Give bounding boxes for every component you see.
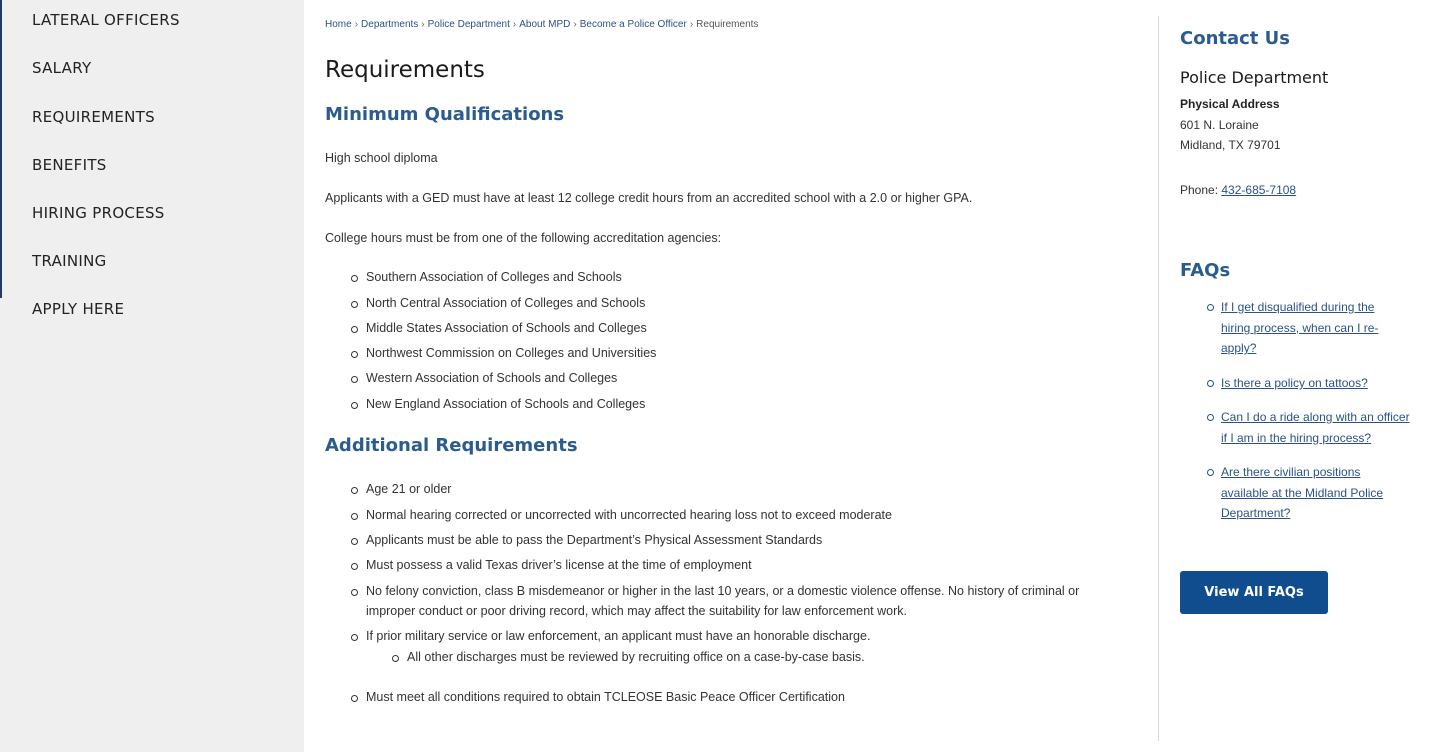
- breadcrumb-separator: ›: [689, 19, 694, 30]
- sidebar-item-hiring-process[interactable]: HIRING PROCESS: [32, 204, 165, 222]
- sidebar-item-benefits[interactable]: BENEFITS: [32, 156, 107, 174]
- sidebar-item-lateral-officers[interactable]: LATERAL OFFICERS: [32, 11, 180, 29]
- faq-link-line: Can I do a ride along with an officer: [1221, 410, 1410, 424]
- list-item: [366, 581, 1079, 621]
- faq-item: [1221, 297, 1426, 359]
- breadcrumb-police-department[interactable]: Police Department: [427, 19, 510, 30]
- list-item: If prior military service or law enforcement, an applicant must have an honorable discharge.: [366, 626, 870, 646]
- faq-link-civilian-positions[interactable]: [1221, 465, 1383, 520]
- breadcrumb-separator: ›: [573, 19, 577, 30]
- list-item: Western Association of Schools and Colleges: [366, 368, 617, 388]
- phone-line: [1180, 183, 1296, 197]
- address-line: Midland, TX 79701: [1180, 138, 1281, 152]
- faq-link-line: If I get disqualified during the: [1221, 300, 1375, 314]
- faq-link-ride-along[interactable]: [1221, 410, 1410, 445]
- view-all-faqs-button[interactable]: View All FAQs: [1180, 571, 1328, 614]
- list-item: Must meet all conditions required to obtain TCLEOSE Basic Peace Officer Certification: [366, 687, 845, 707]
- breadcrumb-separator: ›: [354, 19, 359, 30]
- list-item: Age 21 or older: [366, 479, 451, 499]
- minimum-qualifications-heading: Minimum Qualifications: [325, 104, 565, 125]
- faq-link-line: if I am in the hiring process?: [1221, 430, 1372, 445]
- faq-link-line: hiring process, when can I re-: [1221, 320, 1379, 335]
- breadcrumb-about-mpd[interactable]: About MPD: [519, 19, 571, 30]
- sidebar-item-requirements[interactable]: REQUIREMENTS: [32, 108, 155, 126]
- list-item: Southern Association of Colleges and Schools: [366, 267, 622, 287]
- sub-list-item: All other discharges must be reviewed by recruiting office on a case-by-case basis.: [407, 647, 865, 667]
- breadcrumb-home[interactable]: Home: [325, 19, 352, 30]
- faq-item: [1221, 462, 1426, 524]
- page-title: Requirements: [325, 57, 485, 83]
- faq-item: [1221, 373, 1426, 394]
- paragraph-accreditation: College hours must be from one of the following accreditation agencies:: [325, 231, 722, 245]
- sidebar-item-apply-here[interactable]: APPLY HERE: [32, 300, 125, 318]
- address-line: 601 N. Loraine: [1180, 118, 1259, 132]
- breadcrumb-become-police-officer[interactable]: Become a Police Officer: [579, 19, 687, 30]
- breadcrumb-current: Requirements: [696, 19, 759, 30]
- department-name: Police Department: [1180, 68, 1329, 87]
- additional-requirements-heading: Additional Requirements: [325, 435, 578, 456]
- list-item: Northwest Commission on Colleges and Universities: [366, 343, 656, 363]
- list-item: North Central Association of Colleges and Schools: [366, 293, 645, 313]
- faq-link-line: apply?: [1221, 341, 1257, 355]
- faq-link-line: Is there a policy on tattoos?: [1221, 376, 1368, 390]
- phone-link[interactable]: 432-685-7108: [1221, 183, 1297, 197]
- breadcrumb-separator: ›: [421, 19, 425, 30]
- breadcrumb-separator: ›: [512, 19, 517, 30]
- faq-link-disqualified[interactable]: [1221, 300, 1378, 355]
- column-divider: [1158, 16, 1159, 741]
- breadcrumb-departments[interactable]: Departments: [361, 19, 419, 30]
- faq-link-line: available at the Midland Police: [1221, 485, 1384, 500]
- list-item-line: No felony conviction, class B misdemeanor or higher in the last 10 years, or a domestic violence offense. No history of criminal or: [366, 584, 1080, 598]
- breadcrumb: [325, 19, 758, 30]
- faq-link-line: Department?: [1221, 506, 1291, 520]
- physical-address-label: Physical Address: [1180, 97, 1280, 111]
- sidebar-nav: [0, 0, 304, 752]
- faq-link-line: Are there civilian positions: [1221, 465, 1361, 479]
- faq-item: [1221, 407, 1426, 448]
- sidebar-accent-bar: [0, 0, 2, 298]
- paragraph-diploma: High school diploma: [325, 151, 438, 165]
- sidebar-item-training[interactable]: TRAINING: [32, 252, 107, 270]
- list-item: Applicants must be able to pass the Department’s Physical Assessment Standards: [366, 530, 822, 550]
- sidebar-item-salary[interactable]: SALARY: [32, 59, 92, 77]
- list-item: New England Association of Schools and Colleges: [366, 394, 645, 414]
- list-item: Middle States Association of Schools and Colleges: [366, 318, 647, 338]
- faqs-heading: FAQs: [1180, 260, 1231, 281]
- list-item: Normal hearing corrected or uncorrected with uncorrected hearing loss not to exceed moderate: [366, 505, 892, 525]
- contact-us-heading: Contact Us: [1180, 28, 1291, 49]
- phone-label: Phone:: [1180, 183, 1222, 197]
- faq-link-tattoos[interactable]: [1221, 376, 1368, 390]
- paragraph-ged: Applicants with a GED must have at least 12 college credit hours from an accredited school with a 2.0 or higher GPA.: [325, 191, 973, 205]
- list-item-line: improper conduct or poor driving record, which may affect the suitability for law enforcement work.: [366, 604, 907, 618]
- list-item: Must possess a valid Texas driver’s license at the time of employment: [366, 555, 752, 575]
